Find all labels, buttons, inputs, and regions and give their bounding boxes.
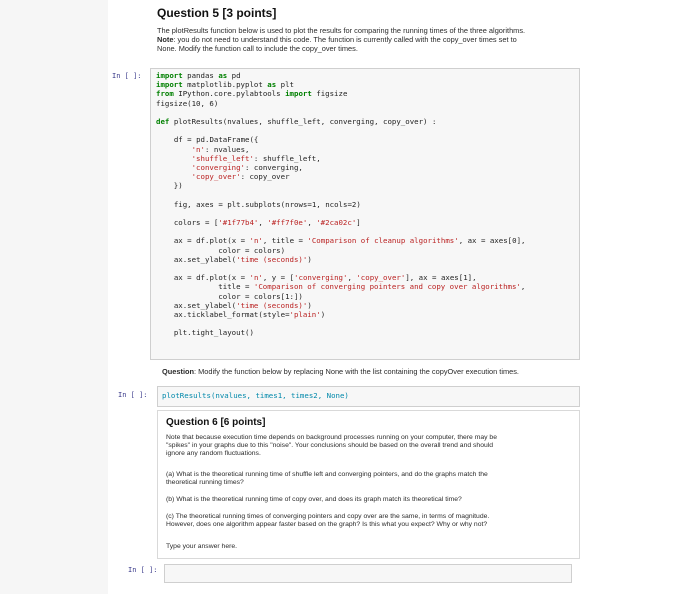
code-line bbox=[156, 154, 525, 163]
code-token: 2 bbox=[351, 199, 357, 209]
code-token: 1 bbox=[311, 199, 317, 209]
code-token: ) bbox=[307, 254, 312, 264]
code-keyword: as bbox=[267, 80, 277, 90]
code-token: ax bbox=[173, 309, 183, 319]
code-token: , bbox=[200, 98, 210, 108]
code-token: . bbox=[187, 328, 192, 338]
code-token: plt bbox=[227, 199, 241, 209]
code-line bbox=[156, 89, 525, 98]
code-token: = bbox=[294, 236, 308, 246]
code-token: pyplot bbox=[236, 80, 263, 90]
code-token: = bbox=[476, 236, 490, 246]
q6-title: Question 6 [6 points] bbox=[166, 417, 266, 428]
code-token: core bbox=[213, 89, 232, 99]
code-token: . bbox=[209, 89, 214, 99]
code-token bbox=[156, 255, 174, 264]
code-token: 10 bbox=[191, 98, 201, 108]
q6-part-a-line-2: theoretical running times? bbox=[166, 479, 244, 486]
code-token: = bbox=[182, 135, 197, 145]
code-token bbox=[156, 200, 174, 209]
code-token: ({ bbox=[249, 135, 259, 145]
code-token: nvalues bbox=[227, 116, 259, 126]
code-token: ticklabel_format bbox=[187, 309, 259, 319]
code-string: '#2ca02c' bbox=[316, 218, 357, 227]
code-token: . bbox=[240, 199, 246, 209]
answer-code-cell[interactable] bbox=[164, 564, 572, 583]
code-line bbox=[156, 145, 525, 154]
code-token: axes bbox=[489, 236, 508, 246]
code-token: pandas bbox=[187, 71, 214, 80]
code-token: ) bbox=[307, 300, 312, 310]
code-line bbox=[156, 218, 525, 227]
code-token: ( bbox=[187, 98, 192, 108]
code-token: colors bbox=[253, 245, 281, 255]
code-token: . bbox=[204, 273, 210, 283]
code-string: 'n' bbox=[249, 273, 263, 283]
call-text bbox=[162, 391, 349, 400]
code-keyword: import bbox=[156, 80, 183, 90]
code-string: 'converging' bbox=[191, 162, 246, 172]
code-token: tight_layout bbox=[191, 328, 246, 338]
code-token: ( bbox=[227, 236, 232, 246]
q6-note-line-3: ignore any random fluctuations. bbox=[166, 450, 261, 457]
code-token: : bbox=[253, 153, 263, 163]
code-line bbox=[156, 108, 525, 117]
code-token: . bbox=[182, 254, 188, 264]
code-token: ( bbox=[227, 273, 232, 283]
code-token: , bbox=[262, 236, 272, 246]
q6-part-c-line-1: (c) The theoretical running times of converging pointers and copy over are the same, in terms of magnitude. bbox=[166, 513, 490, 520]
code-line bbox=[156, 190, 525, 199]
code-token: figsize bbox=[156, 98, 188, 108]
code-token: ax bbox=[173, 236, 183, 246]
code-token: color bbox=[218, 291, 241, 301]
code-line bbox=[156, 172, 525, 181]
code-line bbox=[156, 200, 525, 209]
code-string: 'time (seconds)' bbox=[236, 254, 308, 264]
code-token: [ bbox=[507, 236, 513, 246]
code-line bbox=[156, 301, 525, 310]
code-token: , bbox=[258, 116, 268, 126]
code-token: , bbox=[520, 282, 526, 292]
code-string: 'converging' bbox=[294, 273, 348, 283]
code-token: , bbox=[458, 236, 468, 246]
cell2-prompt: In [ ]: bbox=[118, 391, 148, 399]
code-token: . bbox=[231, 89, 237, 99]
note-label: Note bbox=[157, 35, 174, 44]
code-token: plt bbox=[280, 80, 294, 90]
code-token bbox=[156, 218, 174, 227]
code-token: copy_over bbox=[383, 116, 424, 126]
code-token: fig bbox=[173, 199, 188, 209]
code-token bbox=[156, 273, 174, 282]
code-line bbox=[156, 236, 525, 245]
code-line bbox=[156, 264, 525, 273]
code-token: = bbox=[240, 291, 254, 301]
code-token bbox=[156, 154, 192, 163]
code-token: = bbox=[427, 273, 441, 283]
code-string: 'Comparison of cleanup algorithms' bbox=[307, 236, 459, 246]
code-token: = bbox=[236, 236, 250, 246]
code-string: 'copy_over' bbox=[356, 273, 406, 283]
cell1-prompt: In [ ]: bbox=[112, 72, 142, 80]
code-token: ], bbox=[467, 273, 477, 283]
code-token: ], bbox=[516, 236, 526, 246]
q6-part-b: (b) What is the theoretical running time of copy over, and does its graph match its theoretical time? bbox=[166, 496, 462, 503]
code-line bbox=[156, 255, 525, 264]
code-token: ax bbox=[173, 254, 183, 264]
code-token bbox=[156, 236, 174, 245]
code-token: axes bbox=[196, 199, 214, 209]
code-line bbox=[156, 292, 525, 301]
code-token bbox=[156, 301, 174, 310]
code-token: nvalues bbox=[213, 144, 246, 154]
answer-hint: Type your answer here. bbox=[166, 543, 238, 550]
code-token: , bbox=[320, 116, 330, 126]
code-token: = bbox=[240, 282, 254, 292]
code-token: pylabtools bbox=[236, 89, 281, 99]
q6-note-line-2: "spikes" in your graphs due to this "noise". Your conclusions should be based on the overall trend and should bbox=[166, 442, 494, 449]
code-token: , bbox=[245, 144, 250, 154]
code-token: ax bbox=[467, 236, 477, 246]
code-token: shuffle_left bbox=[267, 116, 321, 126]
code-token: df bbox=[173, 135, 183, 145]
code-token: = bbox=[182, 273, 197, 283]
code-string: 'n' bbox=[191, 144, 205, 154]
code-token: IPython bbox=[178, 89, 210, 99]
code-token: 1 bbox=[285, 291, 290, 301]
code-token: y bbox=[271, 273, 277, 283]
code-token: converging bbox=[329, 116, 375, 126]
code-line bbox=[156, 273, 525, 282]
code-token bbox=[156, 282, 218, 291]
code-token: ] bbox=[356, 218, 361, 227]
code-token bbox=[156, 328, 174, 337]
code-token: plotResults bbox=[173, 116, 223, 126]
code-token: . bbox=[182, 309, 188, 319]
code-line bbox=[156, 80, 525, 89]
code-line bbox=[156, 310, 525, 319]
code-token: ax bbox=[173, 300, 183, 310]
code-token: , bbox=[258, 218, 268, 227]
q6-part-c-line-2: However, does one algorithm appear faster based on the graph? Is this what you expect? Why or why not? bbox=[166, 521, 488, 528]
code-token: plot bbox=[209, 273, 228, 283]
code-token: converging bbox=[253, 162, 299, 172]
code-token: [ bbox=[280, 291, 286, 301]
q5-title: Question 5 [3 points] bbox=[157, 6, 277, 20]
code-token: df bbox=[196, 236, 205, 246]
code-token: set_ylabel bbox=[187, 254, 232, 264]
code-token: subplots bbox=[245, 199, 281, 209]
code-token: colors bbox=[253, 291, 281, 301]
code-line bbox=[156, 71, 525, 80]
code-token: . bbox=[231, 80, 237, 90]
code-line bbox=[156, 181, 525, 190]
code-token: . bbox=[204, 135, 210, 145]
code-token: = bbox=[285, 309, 290, 319]
code-keyword: from bbox=[156, 89, 174, 99]
code-token: pd bbox=[196, 135, 205, 145]
code-line bbox=[156, 246, 525, 255]
code-token: = bbox=[347, 199, 352, 209]
code-line bbox=[156, 319, 525, 328]
code-token: DataFrame bbox=[209, 135, 250, 145]
code-token: title bbox=[271, 236, 295, 246]
code-token: df bbox=[196, 273, 205, 283]
code-token: ( bbox=[222, 116, 228, 126]
code-token: = [ bbox=[276, 273, 295, 283]
code-token: ) bbox=[320, 309, 326, 319]
code-token: : bbox=[204, 144, 214, 154]
code-line bbox=[156, 282, 525, 291]
q5-paragraph-line-2 bbox=[157, 35, 517, 44]
code-cell-plotresults-source[interactable] bbox=[156, 71, 525, 337]
code-token: ( bbox=[280, 199, 286, 209]
code-string: '#1f77b4' bbox=[218, 218, 259, 227]
code-token: , bbox=[374, 116, 383, 126]
code-keyword: import bbox=[156, 71, 183, 80]
code-token bbox=[156, 135, 174, 144]
code-string: 'time (seconds)' bbox=[236, 300, 308, 310]
code-line bbox=[156, 209, 525, 218]
code-token: ( bbox=[258, 309, 263, 319]
code-cell-call-source[interactable] bbox=[162, 391, 349, 400]
code-token: . bbox=[204, 236, 210, 246]
code-line bbox=[156, 126, 525, 135]
call-code: plotResults(nvalues, times1, times2, None) bbox=[162, 391, 349, 400]
code-string: 'shuffle_left' bbox=[191, 153, 254, 163]
code-token: x bbox=[231, 273, 237, 283]
code-token: x bbox=[231, 236, 237, 246]
code-token: , bbox=[262, 273, 272, 283]
code-token bbox=[156, 246, 218, 255]
code-token bbox=[156, 292, 218, 301]
code-string: 'plain' bbox=[289, 309, 321, 319]
code-token: 6 bbox=[209, 98, 214, 108]
code-token: ) : bbox=[423, 116, 437, 126]
q5-paragraph-line-3: None. Modify the function call to include the copy_over times. bbox=[157, 44, 358, 53]
code-token: , bbox=[316, 153, 321, 163]
code-string: 'copy_over' bbox=[191, 172, 241, 182]
code-token: : bbox=[245, 162, 254, 172]
q6-part-a-line-1: (a) What is the theoretical running time of shuffle left and converging pointers, and do the graphs match the bbox=[166, 471, 488, 478]
question-label: Question bbox=[162, 367, 195, 376]
code-token: , bbox=[347, 273, 357, 283]
code-token: ( bbox=[231, 300, 237, 310]
code-token: = bbox=[307, 199, 312, 209]
code-line bbox=[156, 99, 525, 108]
code-token: figsize bbox=[316, 89, 348, 99]
code-line bbox=[156, 163, 525, 172]
cell3-prompt: In [ ]: bbox=[128, 566, 158, 574]
code-token bbox=[156, 145, 192, 154]
code-token: set_ylabel bbox=[187, 300, 232, 310]
code-token: , bbox=[187, 199, 197, 209]
code-token: ) bbox=[213, 98, 219, 108]
code-token: ( bbox=[231, 254, 237, 264]
question-text: : Modify the function below by replacing None with the list containing the copyOver execution times. bbox=[194, 367, 519, 376]
code-token: copy_over bbox=[249, 172, 290, 182]
q5-paragraph-line-1: The plotResults function below is used to plot the results for comparing the running times of the three algorithms. bbox=[157, 26, 526, 35]
code-token: , bbox=[298, 162, 303, 172]
code-token: matplotlib bbox=[187, 80, 232, 90]
code-token: shuffle_left bbox=[262, 153, 317, 163]
code-token: = bbox=[240, 245, 254, 255]
code-line bbox=[156, 328, 525, 337]
code-token: nrows bbox=[285, 199, 308, 209]
code-token: , bbox=[307, 218, 317, 227]
code-line bbox=[156, 135, 525, 144]
code-token: ], bbox=[405, 273, 419, 283]
code-keyword: import bbox=[285, 89, 312, 99]
code-keyword: def bbox=[156, 116, 170, 126]
code-token: () bbox=[245, 328, 254, 338]
code-string: 'Comparison of converging pointers and copy over algorithms' bbox=[253, 282, 521, 292]
code-token bbox=[156, 163, 192, 172]
code-token bbox=[156, 172, 192, 181]
code-token: . bbox=[182, 300, 188, 310]
code-token: axes bbox=[440, 273, 459, 283]
question-instruction bbox=[162, 367, 519, 376]
code-keyword: as bbox=[218, 71, 228, 80]
code-line bbox=[156, 117, 525, 126]
code-string: 'n' bbox=[249, 236, 263, 246]
note-text: : you do not need to understand this code. The function is currently called with the copy_over times set to bbox=[173, 35, 517, 44]
code-token: = [ bbox=[200, 218, 219, 227]
code-token: 0 bbox=[512, 236, 517, 246]
q6-note-line-1: Note that because execution time depends on background processes running on your computer, there may be bbox=[166, 434, 497, 441]
code-token: ) bbox=[280, 245, 286, 255]
code-token: = bbox=[182, 236, 197, 246]
code-token: :]) bbox=[289, 291, 303, 301]
code-token: ax bbox=[173, 273, 183, 283]
code-token: colors bbox=[173, 218, 201, 227]
code-token: pd bbox=[231, 71, 241, 80]
code-token: ncols bbox=[325, 199, 348, 209]
code-token: : bbox=[240, 172, 250, 182]
code-line bbox=[156, 227, 525, 236]
code-token: 1 bbox=[463, 273, 468, 283]
code-token: color bbox=[218, 245, 241, 255]
code-token: = bbox=[213, 199, 228, 209]
code-token: style bbox=[262, 309, 286, 319]
code-token: plot bbox=[209, 236, 228, 246]
code-string: '#ff7f0e' bbox=[267, 218, 308, 227]
code-token: , bbox=[316, 199, 326, 209]
code-token: }) bbox=[156, 181, 183, 191]
code-token: [ bbox=[458, 273, 464, 283]
code-token: ) bbox=[356, 199, 361, 209]
code-token: plt bbox=[173, 328, 188, 338]
code-token: ax bbox=[418, 273, 428, 283]
code-token bbox=[156, 310, 174, 319]
code-token: title bbox=[218, 282, 241, 292]
code-token: = bbox=[236, 273, 250, 283]
